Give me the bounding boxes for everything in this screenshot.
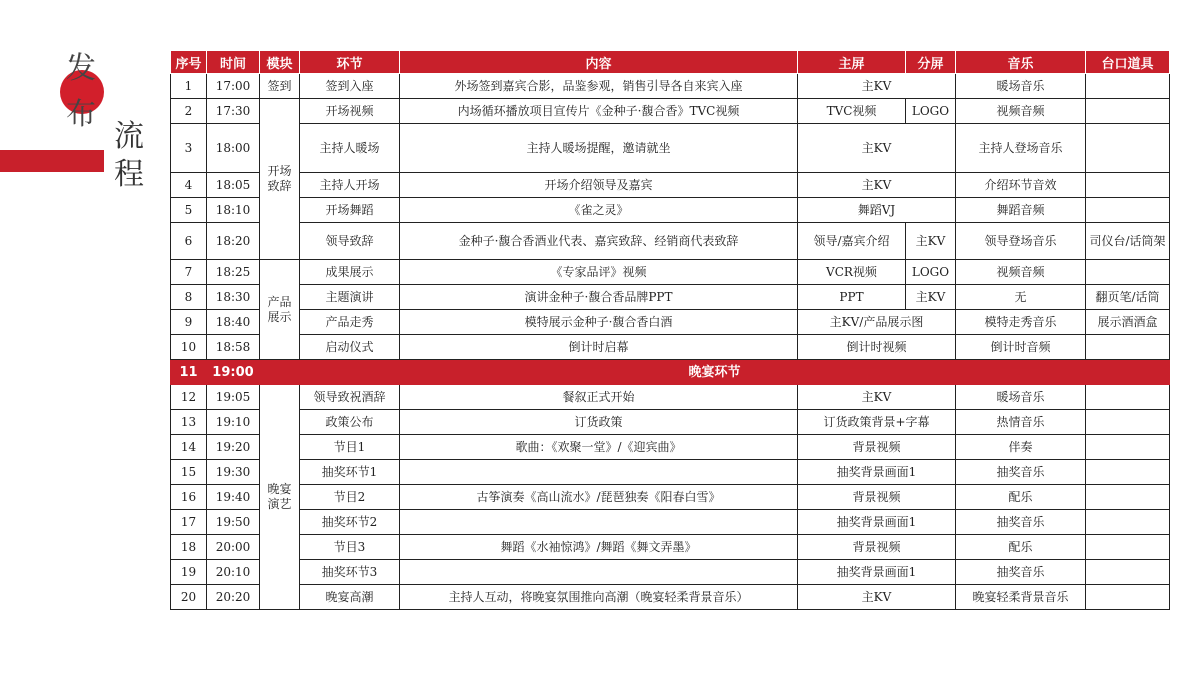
table-row <box>171 173 1170 198</box>
title-char: 发 <box>66 51 96 86</box>
cell-step: 产品走秀 <box>300 310 400 335</box>
cell-props <box>1086 585 1170 610</box>
cell-time: 18:05 <box>207 173 260 198</box>
cell-time: 18:30 <box>207 285 260 310</box>
cell-no: 17 <box>171 510 207 535</box>
cell-main-screen: 舞蹈VJ <box>798 198 956 223</box>
cell-time: 18:40 <box>207 310 260 335</box>
cell-music: 视频音频 <box>956 260 1086 285</box>
cell-step: 节目3 <box>300 535 400 560</box>
cell-step: 主持人开场 <box>300 173 400 198</box>
table-row <box>171 223 1170 260</box>
cell-content: 主持人暖场提醒，邀请就坐 <box>400 124 798 173</box>
cell-content: 《专家品评》视频 <box>400 260 798 285</box>
cell-time: 19:05 <box>207 385 260 410</box>
cell-props <box>1086 385 1170 410</box>
cell-no: 19 <box>171 560 207 585</box>
cell-step: 晚宴高潮 <box>300 585 400 610</box>
cell-time: 20:10 <box>207 560 260 585</box>
header-content: 内容 <box>400 51 798 74</box>
cell-music: 抽奖音乐 <box>956 510 1086 535</box>
cell-music: 抽奖音乐 <box>956 460 1086 485</box>
cell-main-screen: 主KV <box>798 124 956 173</box>
cell-time: 19:30 <box>207 460 260 485</box>
table-row <box>171 510 1170 535</box>
cell-main-screen: 主KV/产品展示图 <box>798 310 956 335</box>
cell-main-screen: VCR视频 <box>798 260 906 285</box>
cell-content: 演讲金种子·馥合香品牌PPT <box>400 285 798 310</box>
cell-props <box>1086 485 1170 510</box>
table-row <box>171 310 1170 335</box>
cell-time: 18:20 <box>207 223 260 260</box>
cell-step: 开场视频 <box>300 99 400 124</box>
section-row <box>171 360 1170 385</box>
table-row <box>171 485 1170 510</box>
cell-music: 抽奖音乐 <box>956 560 1086 585</box>
page-title <box>0 0 170 220</box>
cell-music: 配乐 <box>956 535 1086 560</box>
cell-no: 1 <box>171 74 207 99</box>
cell-content: 主持人互动，将晚宴氛围推向高潮（晚宴轻柔背景音乐） <box>400 585 798 610</box>
header-no: 序号 <box>171 51 207 74</box>
section-title: 晚宴环节 <box>260 360 1170 385</box>
cell-main-screen: 倒计时视频 <box>798 335 956 360</box>
table-row <box>171 285 1170 310</box>
cell-main-screen: 主KV <box>798 585 956 610</box>
cell-no: 10 <box>171 335 207 360</box>
cell-step: 节目1 <box>300 435 400 460</box>
cell-content: 《雀之灵》 <box>400 198 798 223</box>
cell-step: 抽奖环节3 <box>300 560 400 585</box>
cell-content: 餐叙正式开始 <box>400 385 798 410</box>
cell-main-screen: TVC视频 <box>798 99 906 124</box>
cell-time: 18:10 <box>207 198 260 223</box>
cell-step: 开场舞蹈 <box>300 198 400 223</box>
cell-time: 20:00 <box>207 535 260 560</box>
cell-props <box>1086 74 1170 99</box>
cell-props <box>1086 260 1170 285</box>
cell-time: 19:40 <box>207 485 260 510</box>
table-row <box>171 124 1170 173</box>
cell-split-screen: LOGO <box>906 99 956 124</box>
title-char: 布 <box>66 97 96 132</box>
cell-no: 2 <box>171 99 207 124</box>
cell-module: 产品 展示 <box>260 260 300 360</box>
header-time: 时间 <box>207 51 260 74</box>
cell-music: 领导登场音乐 <box>956 223 1086 260</box>
cell-music: 配乐 <box>956 485 1086 510</box>
cell-music: 伴奏 <box>956 435 1086 460</box>
cell-time: 19:50 <box>207 510 260 535</box>
cell-step: 节目2 <box>300 485 400 510</box>
cell-module: 签到 <box>260 74 300 99</box>
cell-step: 领导致祝酒辞 <box>300 385 400 410</box>
schedule-table <box>170 50 1170 610</box>
cell-time: 18:58 <box>207 335 260 360</box>
cell-no: 9 <box>171 310 207 335</box>
cell-props <box>1086 99 1170 124</box>
cell-content <box>400 510 798 535</box>
cell-props <box>1086 510 1170 535</box>
cell-content: 古筝演奏《高山流水》/琵琶独奏《阳春白雪》 <box>400 485 798 510</box>
cell-step: 成果展示 <box>300 260 400 285</box>
cell-step: 主题演讲 <box>300 285 400 310</box>
cell-step: 领导致辞 <box>300 223 400 260</box>
cell-content <box>400 560 798 585</box>
cell-split-screen: 主KV <box>906 223 956 260</box>
cell-module: 开场 致辞 <box>260 99 300 260</box>
cell-props <box>1086 535 1170 560</box>
cell-main-screen: 主KV <box>798 74 956 99</box>
cell-no: 20 <box>171 585 207 610</box>
table-row <box>171 435 1170 460</box>
cell-no: 18 <box>171 535 207 560</box>
cell-music: 模特走秀音乐 <box>956 310 1086 335</box>
cell-music: 主持人登场音乐 <box>956 124 1086 173</box>
cell-music: 介绍环节音效 <box>956 173 1086 198</box>
table-header-row <box>171 51 1170 74</box>
cell-no: 5 <box>171 198 207 223</box>
table-row <box>171 535 1170 560</box>
cell-time: 19:10 <box>207 410 260 435</box>
cell-no: 11 <box>171 360 207 385</box>
cell-content: 外场签到嘉宾合影，品鉴参观，销售引导各自来宾入座 <box>400 74 798 99</box>
cell-step: 启动仪式 <box>300 335 400 360</box>
cell-main-screen: 领导/嘉宾介绍 <box>798 223 906 260</box>
cell-time: 18:25 <box>207 260 260 285</box>
cell-main-screen: 主KV <box>798 385 956 410</box>
cell-no: 3 <box>171 124 207 173</box>
cell-step: 抽奖环节1 <box>300 460 400 485</box>
cell-step: 政策公布 <box>300 410 400 435</box>
table-row <box>171 560 1170 585</box>
cell-props: 翻页笔/话筒 <box>1086 285 1170 310</box>
cell-split-screen: LOGO <box>906 260 956 285</box>
cell-time: 19:00 <box>207 360 260 385</box>
header-main-screen: 主屏 <box>798 51 906 74</box>
cell-props <box>1086 560 1170 585</box>
cell-no: 12 <box>171 385 207 410</box>
header-split-screen: 分屏 <box>906 51 956 74</box>
cell-props: 司仪台/话筒架 <box>1086 223 1170 260</box>
table-row <box>171 260 1170 285</box>
header-step: 环节 <box>300 51 400 74</box>
cell-no: 6 <box>171 223 207 260</box>
table-row <box>171 198 1170 223</box>
cell-main-screen: 背景视频 <box>798 435 956 460</box>
cell-module: 晚宴 演艺 <box>260 385 300 610</box>
cell-main-screen: 抽奖背景画面1 <box>798 460 956 485</box>
cell-content <box>400 460 798 485</box>
cell-main-screen: 主KV <box>798 173 956 198</box>
cell-content: 金种子·馥合香酒业代表、嘉宾致辞、经销商代表致辞 <box>400 223 798 260</box>
cell-step: 主持人暖场 <box>300 124 400 173</box>
cell-props: 展示酒酒盒 <box>1086 310 1170 335</box>
cell-content: 内场循环播放项目宣传片《金种子·馥合香》TVC视频 <box>400 99 798 124</box>
table-row <box>171 460 1170 485</box>
cell-split-screen: 主KV <box>906 285 956 310</box>
cell-no: 15 <box>171 460 207 485</box>
cell-content: 开场介绍领导及嘉宾 <box>400 173 798 198</box>
cell-content: 模特展示金种子·馥合香白酒 <box>400 310 798 335</box>
cell-music: 舞蹈音频 <box>956 198 1086 223</box>
title-char: 流 <box>114 119 144 154</box>
table-row <box>171 385 1170 410</box>
cell-time: 20:20 <box>207 585 260 610</box>
cell-main-screen: 背景视频 <box>798 485 956 510</box>
cell-music: 无 <box>956 285 1086 310</box>
decorative-bar <box>0 150 104 172</box>
cell-props <box>1086 335 1170 360</box>
cell-time: 17:30 <box>207 99 260 124</box>
cell-main-screen: PPT <box>798 285 906 310</box>
cell-music: 倒计时音频 <box>956 335 1086 360</box>
cell-props <box>1086 124 1170 173</box>
cell-props <box>1086 173 1170 198</box>
table-row <box>171 585 1170 610</box>
cell-music: 暖场音乐 <box>956 74 1086 99</box>
cell-props <box>1086 460 1170 485</box>
cell-props <box>1086 198 1170 223</box>
cell-music: 暖场音乐 <box>956 385 1086 410</box>
header-props: 台口道具 <box>1086 51 1170 74</box>
cell-music: 热情音乐 <box>956 410 1086 435</box>
cell-main-screen: 订货政策背景+字幕 <box>798 410 956 435</box>
cell-props <box>1086 410 1170 435</box>
cell-content: 倒计时启幕 <box>400 335 798 360</box>
cell-no: 13 <box>171 410 207 435</box>
cell-no: 8 <box>171 285 207 310</box>
header-module: 模块 <box>260 51 300 74</box>
cell-props <box>1086 435 1170 460</box>
cell-main-screen: 抽奖背景画面1 <box>798 510 956 535</box>
title-char: 程 <box>114 157 144 192</box>
cell-music: 视频音频 <box>956 99 1086 124</box>
cell-no: 4 <box>171 173 207 198</box>
cell-main-screen: 抽奖背景画面1 <box>798 560 956 585</box>
cell-no: 7 <box>171 260 207 285</box>
cell-no: 16 <box>171 485 207 510</box>
cell-main-screen: 背景视频 <box>798 535 956 560</box>
cell-no: 14 <box>171 435 207 460</box>
cell-step: 签到入座 <box>300 74 400 99</box>
table-row <box>171 410 1170 435</box>
cell-content: 歌曲：《欢聚一堂》/《迎宾曲》 <box>400 435 798 460</box>
table-row <box>171 74 1170 99</box>
cell-content: 舞蹈《水袖惊鸿》/舞蹈《舞文弄墨》 <box>400 535 798 560</box>
cell-time: 19:20 <box>207 435 260 460</box>
table-row <box>171 99 1170 124</box>
cell-step: 抽奖环节2 <box>300 510 400 535</box>
header-music: 音乐 <box>956 51 1086 74</box>
cell-time: 17:00 <box>207 74 260 99</box>
table-row <box>171 335 1170 360</box>
cell-time: 18:00 <box>207 124 260 173</box>
cell-content: 订货政策 <box>400 410 798 435</box>
cell-music: 晚宴轻柔背景音乐 <box>956 585 1086 610</box>
